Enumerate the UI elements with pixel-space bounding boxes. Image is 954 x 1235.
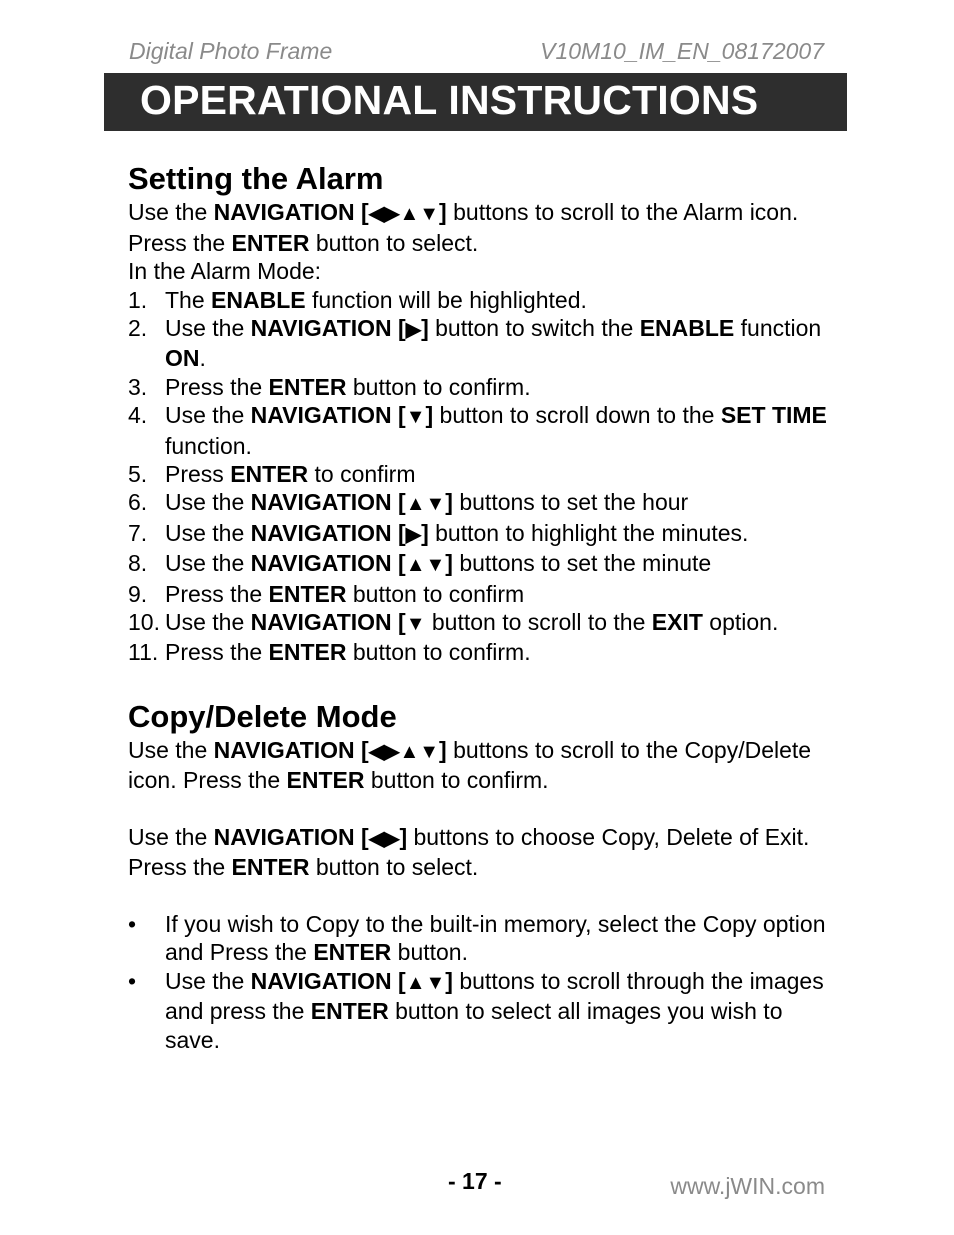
right-arrow-icon: ▶ [405,523,422,546]
bullet-icon: • [128,910,137,937]
navigation-arrows-icon: ◀▶▲▼ [368,740,440,763]
alarm-mode-label: In the Alarm Mode: [128,258,322,284]
list-item: • Use the NAVIGATION [▲▼] buttons to scroll through the images and press the ENTER button to select all images you wish to save. [128,967,824,1053]
up-down-arrow-icon: ▲▼ [405,493,446,516]
list-item: 6. Use the NAVIGATION [▲▼] buttons to set the hour [128,489,689,516]
banner-title: OPERATIONAL INSTRUCTIONS [140,77,759,123]
header-doc-code: V10M10_IM_EN_08172007 [540,38,824,64]
left-right-arrow-icon: ◀▶ [368,827,400,850]
list-item: 11. Press the ENTER button to confirm. [128,639,531,666]
bullet-icon: • [128,967,137,994]
copy-delete-heading: Copy/Delete Mode [128,698,397,734]
navigation-arrows-icon: ◀▶▲▼ [368,203,440,225]
website-url: www.jWIN.com [670,1173,825,1199]
list-item: • If you wish to Copy to the built-in memory, select the Copy option and Press the ENTER button. [128,910,826,966]
down-arrow-icon: ▼ [405,406,426,429]
list-item: 4. Use the NAVIGATION [▼] button to scroll down to the SET TIME function. [128,402,827,459]
right-arrow-icon: ▶ [405,318,422,341]
down-arrow-icon: ▼ [405,612,426,635]
alarm-steps-list [128,286,828,667]
list-item: 9. Press the ENTER button to confirm [128,580,525,607]
alarm-heading: Setting the Alarm [128,161,384,196]
page-number: - 17 - [448,1168,502,1194]
list-item: 8. Use the NAVIGATION [▲▼] buttons to set the minute [128,550,712,577]
list-item: 2. Use the NAVIGATION [▶] button to switch the ENABLE function ON. [128,314,822,372]
up-down-arrow-icon: ▲▼ [405,971,446,994]
section-banner [104,73,847,131]
copy-bullet-list [128,910,828,1055]
list-item: 5. Press ENTER to confirm [128,460,416,487]
list-item: 7. Use the NAVIGATION [▶] button to highlight the minutes. [128,519,749,546]
up-down-arrow-icon: ▲▼ [405,554,446,577]
list-item: 1. The ENABLE function will be highlighted. [128,286,587,313]
copy-paragraph-1: Use the NAVIGATION [◀▶▲▼] buttons to scroll to the Copy/Delete icon. Press the ENTER button to confirm. [128,736,812,794]
list-item: 10. Use the NAVIGATION [▼ button to scroll to the EXIT option. [128,608,779,635]
page-content [128,160,828,1054]
list-item: 3. Press the ENTER button to confirm. [128,373,531,400]
alarm-intro: Use the NAVIGATION [◀▶▲▼] buttons to scroll to the Alarm icon. Press the ENTER button to select. [128,199,799,256]
copy-paragraph-2: Use the NAVIGATION [◀▶] buttons to choose Copy, Delete of Exit. Press the ENTER button to select. [128,823,810,881]
header-doc-title: Digital Photo Frame [129,38,333,64]
